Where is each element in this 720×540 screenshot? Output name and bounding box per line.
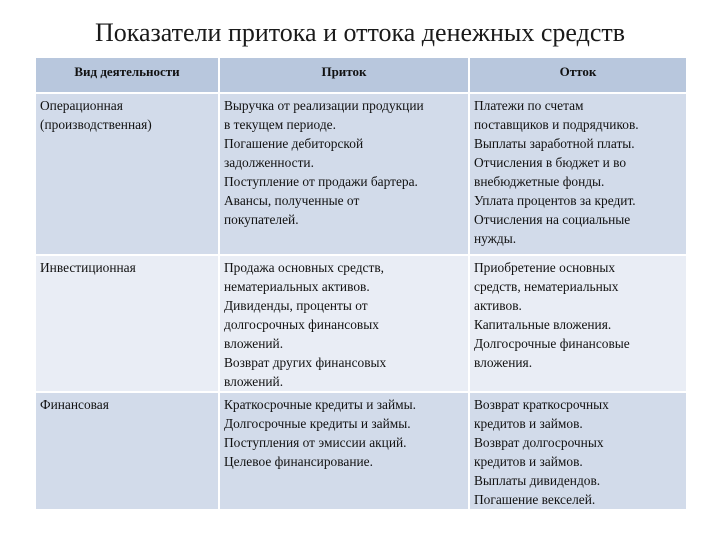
cell-outflow bbox=[469, 255, 686, 392]
cell-line: (производственная) bbox=[40, 117, 152, 132]
cell-activity bbox=[36, 392, 219, 510]
table-row-investment bbox=[36, 255, 686, 392]
cell-inflow bbox=[219, 93, 469, 255]
table-row-operational bbox=[36, 93, 686, 255]
cell-line: Возврат долгосрочных bbox=[474, 435, 604, 450]
cell-line: вложений. bbox=[224, 374, 284, 389]
cell-line: поставщиков и подрядчиков. bbox=[474, 117, 639, 132]
cell-line: покупателей. bbox=[224, 212, 299, 227]
cell-line: нужды. bbox=[474, 231, 517, 246]
cell-line: в текущем периоде. bbox=[224, 117, 336, 132]
cell-line: Отчисления на социальные bbox=[474, 212, 631, 227]
cell-line: Погашение векселей. bbox=[474, 492, 596, 507]
cell-line: кредитов и займов. bbox=[474, 416, 583, 431]
cell-line: активов. bbox=[474, 298, 522, 313]
cell-line: Краткосрочные кредиты и займы. bbox=[224, 397, 416, 412]
cell-line: внебюджетные фонды. bbox=[474, 174, 605, 189]
cash-flow-table bbox=[36, 58, 686, 511]
cell-line: Уплата процентов за кредит. bbox=[474, 193, 636, 208]
cell-line: Финансовая bbox=[40, 397, 109, 412]
cell-line: Выручка от реализации продукции bbox=[224, 98, 424, 113]
cell-line: нематериальных активов. bbox=[224, 279, 370, 294]
header-inflow: Приток bbox=[219, 58, 469, 93]
cell-line: Погашение дебиторской bbox=[224, 136, 364, 151]
cell-line: Выплаты заработной платы. bbox=[474, 136, 635, 151]
cell-line: средств, нематериальных bbox=[474, 279, 619, 294]
cell-inflow bbox=[219, 392, 469, 510]
cell-line: Возврат других финансовых bbox=[224, 355, 387, 370]
cell-activity bbox=[36, 93, 219, 255]
cell-line: Долгосрочные финансовые bbox=[474, 336, 630, 351]
cell-line: Поступление от продажи бартера. bbox=[224, 174, 418, 189]
cell-outflow bbox=[469, 93, 686, 255]
cell-line: Инвестиционная bbox=[40, 260, 136, 275]
cell-line: долгосрочных финансовых bbox=[224, 317, 379, 332]
cell-line: Капитальные вложения. bbox=[474, 317, 612, 332]
cell-line: Авансы, полученные от bbox=[224, 193, 360, 208]
cell-line: Отчисления в бюджет и во bbox=[474, 155, 627, 170]
header-outflow: Отток bbox=[469, 58, 686, 93]
cell-outflow bbox=[469, 392, 686, 510]
cell-line: Приобретение основных bbox=[474, 260, 616, 275]
cell-line: вложения. bbox=[474, 355, 533, 370]
cell-activity bbox=[36, 255, 219, 392]
table-header-row bbox=[36, 58, 686, 93]
cell-line: Дивиденды, проценты от bbox=[224, 298, 368, 313]
cell-line: Платежи по счетам bbox=[474, 98, 584, 113]
header-activity: Вид деятельности bbox=[36, 58, 219, 93]
cell-line: Долгосрочные кредиты и займы. bbox=[224, 416, 411, 431]
cell-line: Целевое финансирование. bbox=[224, 454, 373, 469]
cell-line: вложений. bbox=[224, 336, 284, 351]
cell-line: Операционная bbox=[40, 98, 123, 113]
cell-inflow bbox=[219, 255, 469, 392]
cell-line: Возврат краткосрочных bbox=[474, 397, 609, 412]
cell-line: задолженности. bbox=[224, 155, 314, 170]
cell-line: Выплаты дивидендов. bbox=[474, 473, 601, 488]
cell-line: кредитов и займов. bbox=[474, 454, 583, 469]
cell-line: Продажа основных средств, bbox=[224, 260, 385, 275]
table-row-financial bbox=[36, 392, 686, 510]
slide-title: Показатели притока и оттока денежных средств bbox=[94, 18, 626, 47]
cell-line: Поступления от эмиссии акций. bbox=[224, 435, 407, 450]
